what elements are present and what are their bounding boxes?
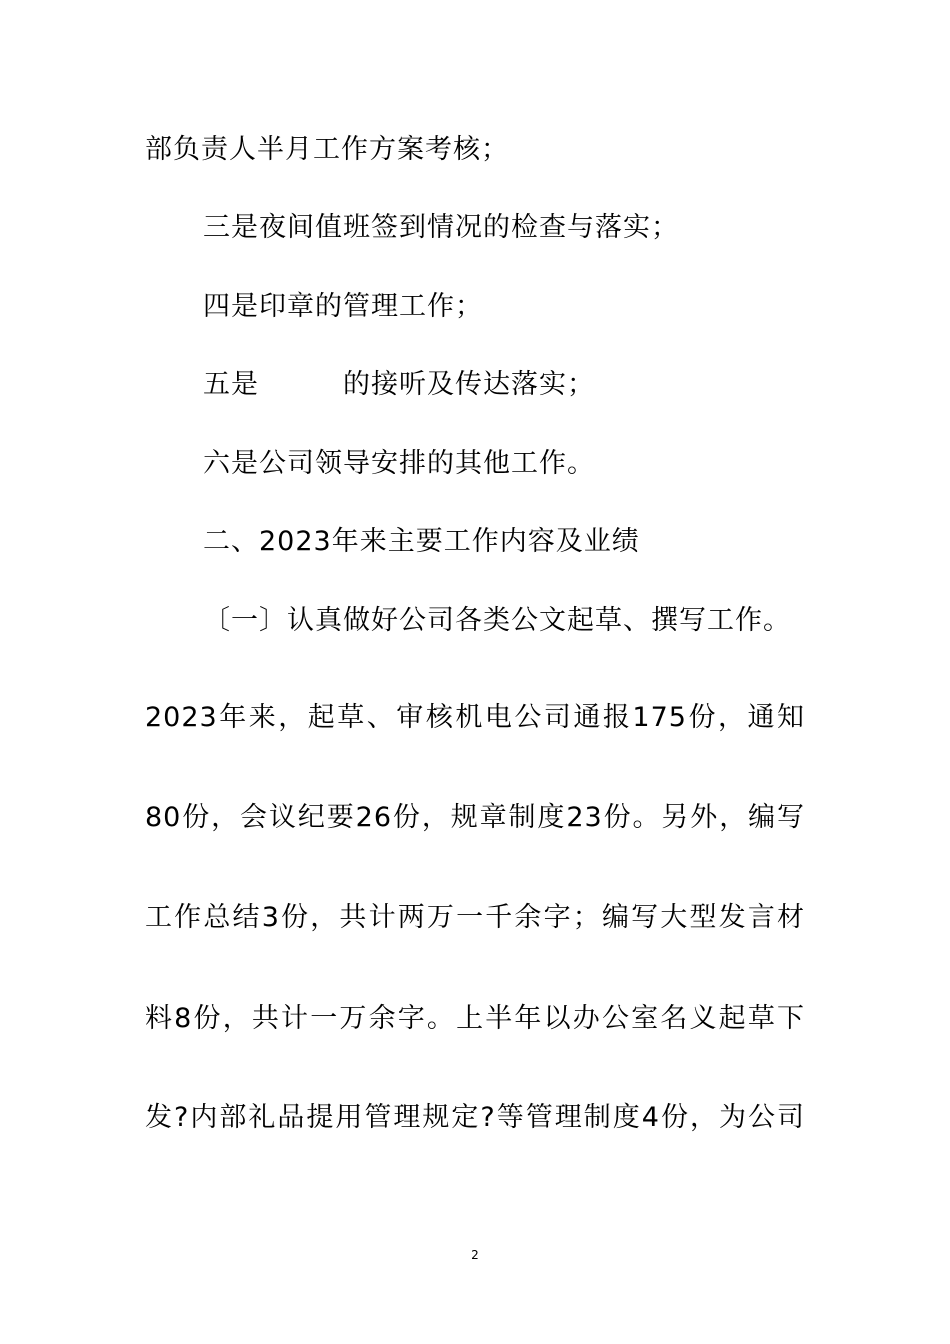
subsection-heading: 〔一〕认真做好公司各类公文起草、撰写工作。 — [203, 605, 791, 636]
page-number: 2 — [471, 1248, 479, 1262]
section-heading: 二、2023年来主要工作内容及业绩 — [203, 526, 640, 557]
body-line-8: 2023年来，起草、审核机电公司通报175份，通知 — [145, 702, 805, 733]
body-line-2: 三是夜间值班签到情况的检查与落实； — [203, 212, 679, 243]
body-line-10: 工作总结3份，共计两万一千余字；编写大型发言材 — [145, 902, 805, 933]
body-line-12: 发?内部礼品提用管理规定?等管理制度4份，为公司 — [145, 1102, 805, 1133]
body-line-9: 80份，会议纪要26份，规章制度23份。另外，编写 — [145, 802, 805, 833]
body-line-1: 部负责人半月工作方案考核； — [145, 134, 509, 165]
body-line-5: 六是公司领导安排的其他工作。 — [203, 448, 595, 479]
body-line-11: 料8份，共计一万余字。上半年以办公室名义起草下 — [145, 1003, 805, 1034]
body-line-3: 四是印章的管理工作； — [203, 291, 483, 322]
body-line-4: 五是 的接听及传达落实； — [203, 369, 595, 400]
